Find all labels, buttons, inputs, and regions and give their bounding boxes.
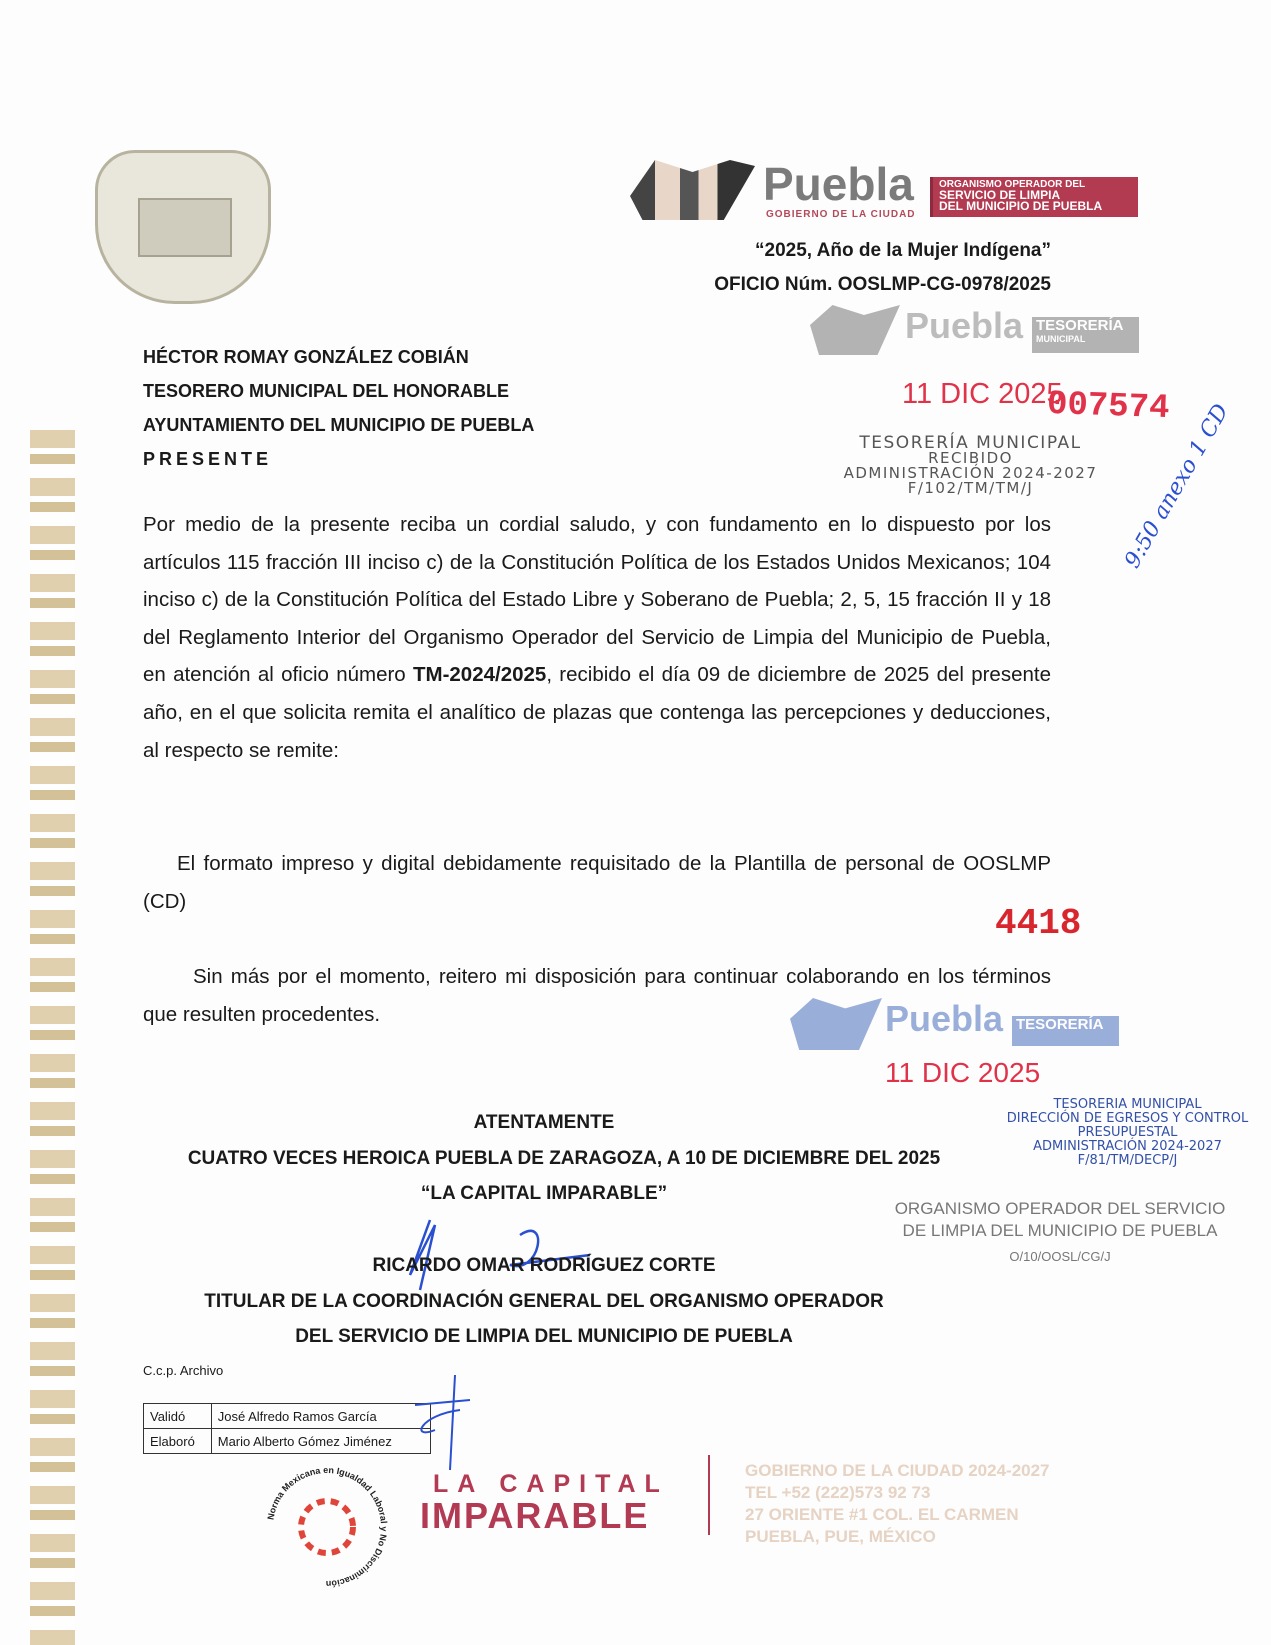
- people-circle-icon: [301, 1501, 353, 1553]
- body-paragraph-1: [143, 506, 1051, 769]
- stamp-line: RECIBIDO: [928, 449, 1013, 467]
- stamp-line: ORGANISMO OPERADOR DEL SERVICIO: [894, 1199, 1226, 1218]
- year-motto: “2025, Año de la Mujer Indígena”: [755, 240, 1051, 261]
- body-text: Por medio de la presente reciba un cordial saludo, y con fundamento en lo dispuesto por los artículos 115 fracción III inciso c) de la Constitución Política de los Estados Unidos Mexicanos; 104 inciso c) de la Constitución Política del Estado Libre y Soberano de Puebla; 2, 5, 15 fracción II y 18 del Reglamento Interior del Organismo Operador del Servicio de Limpia del Municipio de Puebla, en atención al oficio número: [143, 513, 1051, 687]
- approval-name: José Alfredo Ramos García: [211, 1404, 430, 1429]
- stamp-line: F/102/TM/TM/J: [907, 479, 1034, 497]
- stamp-line: PRESUPUESTAL: [1077, 1125, 1178, 1140]
- logo-subtitle: GOBIERNO DE LA CIUDAD: [766, 209, 916, 220]
- footer-line: GOBIERNO DE LA CIUDAD 2024-2027: [745, 1461, 1050, 1480]
- stamp-line: F/81/TM/DECP/J: [1077, 1153, 1178, 1168]
- ccp-label: C.c.p. Archivo: [143, 1363, 224, 1378]
- footer-line: TEL +52 (222)573 92 73: [745, 1483, 931, 1502]
- approval-role: Validó: [144, 1404, 212, 1429]
- logo-box-line: SERVICIO DE LIMPIA: [939, 188, 1061, 202]
- approval-role: Elaboró: [144, 1429, 212, 1454]
- closing-atentamente: ATENTAMENTE: [473, 1112, 615, 1133]
- logo-organism-box: [930, 177, 1138, 217]
- stamp-line: ADMINISTRACIÓN 2024-2027: [843, 464, 1098, 482]
- signer-title-1: TITULAR DE LA COORDINACIÓN GENERAL DEL ORGANISMO OPERADOR: [204, 1291, 884, 1312]
- stamp-box-sub: MUNICIPAL: [1036, 334, 1086, 344]
- addressee-name: HÉCTOR ROMAY GONZÁLEZ COBIÁN: [143, 347, 469, 367]
- stamp-line: DE LIMPIA DEL MUNICIPIO DE PUEBLA: [902, 1221, 1218, 1240]
- logo-wordmark: Puebla: [763, 158, 914, 210]
- badge-text: [265, 1465, 389, 1589]
- stamp-line: TESORERIA MUNICIPAL: [1053, 1097, 1202, 1112]
- egresos-stamp-text: [990, 1098, 1265, 1168]
- stamp-line: O/10/OOSL/CG/J: [1009, 1249, 1111, 1264]
- reference-oficio: TM-2024/2025: [412, 663, 547, 687]
- handwritten-note: 9:50 anexo 1 CD: [1120, 399, 1235, 573]
- logo-box-line: ORGANISMO OPERADOR DEL: [939, 179, 1086, 190]
- stamp-wordmark: Puebla: [905, 305, 1024, 346]
- folio-number-stamp: 007574: [1046, 385, 1171, 429]
- stamp-line: TESORERÍA MUNICIPAL: [859, 433, 1082, 453]
- stamp-line: ADMINISTRACIÓN 2024-2027: [1033, 1139, 1222, 1154]
- received-date-stamp-2: 11 DIC 2025: [885, 1057, 1041, 1088]
- capital-imparable-logo: [395, 1470, 669, 1536]
- stamp-box-title: TESORERÍA: [1012, 1016, 1119, 1046]
- signer-title-2: DEL SERVICIO DE LIMPIA DEL MUNICIPIO DE PUEBLA: [295, 1326, 793, 1347]
- stamp-line: DIRECCIÓN DE EGRESOS Y CONTROL: [1006, 1111, 1249, 1126]
- capital-line-1: LA CAPITAL: [433, 1470, 669, 1498]
- puebla-header-logo: [630, 155, 1140, 225]
- puebla-emblem-icon: [630, 160, 755, 220]
- approval-name: Mario Alberto Gómez Jiménez: [211, 1429, 430, 1454]
- body-paragraph-3: Sin más por el momento, reitero mi disposición para continuar colaborando en los términos que resulten procedentes.: [143, 965, 1051, 1026]
- initials-mark: [410, 1370, 480, 1475]
- table-row: [144, 1429, 431, 1454]
- footer-address: [745, 1460, 1050, 1548]
- tesoreria-stamp-logo-2: [790, 998, 1115, 1053]
- decorative-border: [30, 430, 75, 1645]
- addressee-title: TESORERO MUNICIPAL DEL HONORABLE: [143, 381, 510, 401]
- tesoreria-stamp-logo: [810, 305, 1135, 357]
- received-stamp-text: [838, 433, 1103, 497]
- closing-slogan: “LA CAPITAL IMPARABLE”: [420, 1183, 668, 1204]
- received-date-stamp: 11 DIC 2025: [902, 378, 1063, 410]
- stamp-emblem-icon: [810, 305, 900, 355]
- presente-label: PRESENTE: [143, 449, 273, 469]
- stamp-emblem-icon: [790, 998, 882, 1050]
- table-row: [144, 1404, 431, 1429]
- addressee-title: AYUNTAMIENTO DEL MUNICIPIO DE PUEBLA: [143, 415, 535, 435]
- closing-place-date: CUATRO VECES HEROICA PUEBLA DE ZARAGOZA, A 10 DE DICIEMBRE DEL 2025: [187, 1148, 941, 1169]
- equality-badge-logo: [262, 1462, 392, 1592]
- city-seal-logo: [95, 150, 271, 304]
- capital-line-2: IMPARABLE: [420, 1495, 650, 1536]
- addressee-block: [143, 340, 534, 476]
- signer-name: RICARDO OMAR RODRÍGUEZ CORTE: [372, 1255, 716, 1276]
- badge-text-path: Norma Mexicana en Igualdad Laboral y No Discriminación: [265, 1464, 390, 1590]
- body-paragraph-2: El formato impreso y digital debidamente requisitado de la Plantilla de personal de OOSLMP (CD): [143, 852, 1051, 913]
- footer-line: PUEBLA, PUE, MÉXICO: [745, 1527, 936, 1546]
- stamp-wordmark: Puebla: [885, 998, 1004, 1039]
- approval-table: [143, 1403, 431, 1454]
- logo-box-line: DEL MUNICIPIO DE PUEBLA: [939, 199, 1103, 213]
- seal-building-icon: [138, 198, 232, 257]
- registry-number-stamp: 4418: [995, 903, 1082, 944]
- body-text: , recibido el día 09 de diciembre de 2025 del presente año, en el que solicita remita el analítico de plazas que contenga las percepciones y deducciones, al respecto se remite:: [143, 663, 1051, 762]
- footer-line: 27 ORIENTE #1 COL. EL CARMEN: [745, 1505, 1019, 1524]
- stamp-box-title: TESORERÍA: [1036, 317, 1124, 334]
- footer-divider: [708, 1455, 710, 1535]
- oficio-number: OFICIO Núm. OOSLMP-CG-0978/2025: [714, 274, 1051, 295]
